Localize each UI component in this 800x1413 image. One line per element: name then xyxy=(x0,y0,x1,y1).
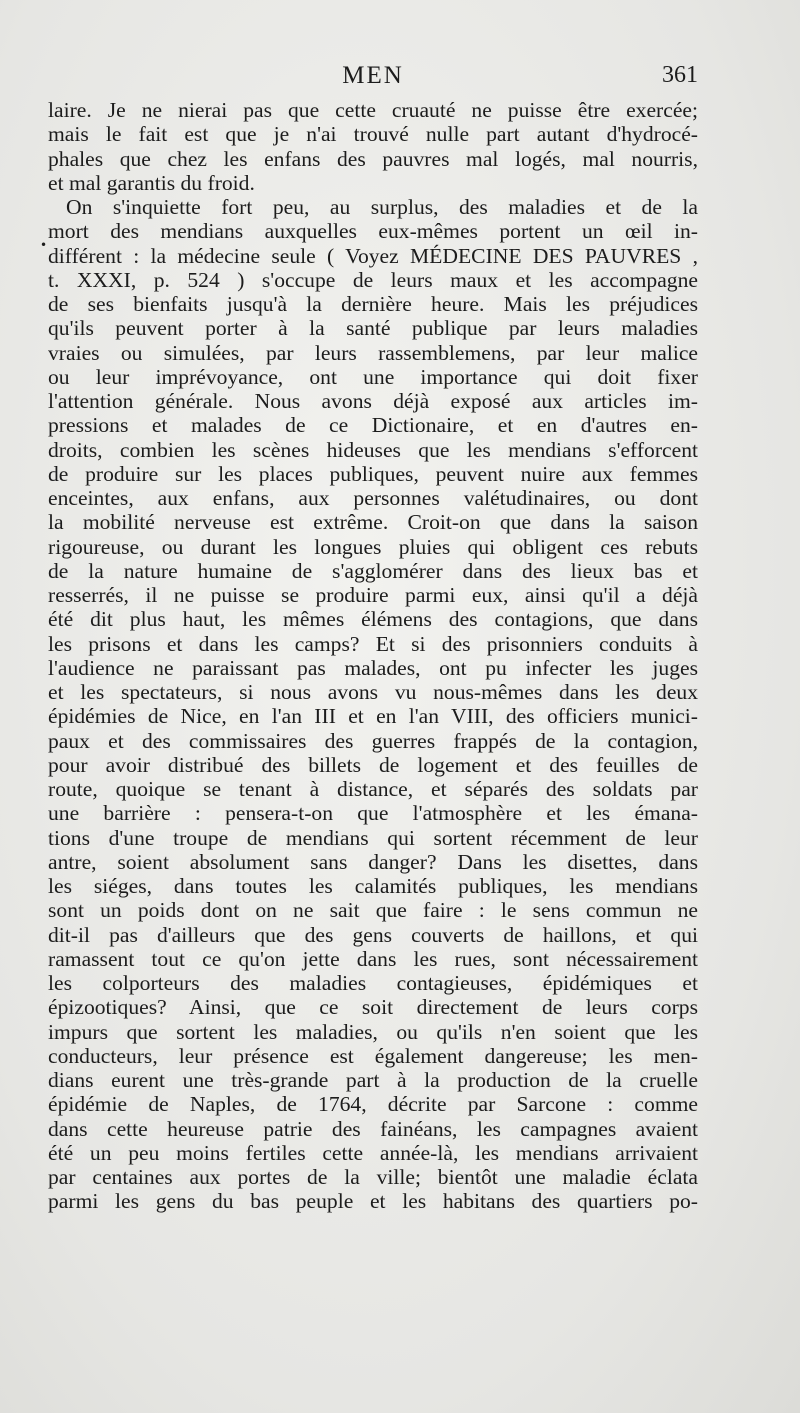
text-line: les siéges, dans toutes les calamités publiques, les mendians xyxy=(48,874,698,898)
page-header xyxy=(48,62,698,94)
text-line: dians eurent une très-grande part à la production de la cruelle xyxy=(48,1068,698,1092)
text-line: les colporteurs des maladies contagieuses, épidémiques et xyxy=(48,971,698,995)
text-line: qu'ils peuvent porter à la santé publique par leurs maladies xyxy=(48,316,698,341)
text-line: paux et des commissaires des guerres frappés de la contagion, xyxy=(48,728,698,753)
text-line: l'attention générale. Nous avons déjà exposé aux articles im- xyxy=(48,389,698,413)
text-line: resserrés, il ne puisse se produire parmi eux, ainsi qu'il a déjà xyxy=(48,583,698,607)
text-line: et les spectateurs, si nous avons vu nous-mêmes dans les deux xyxy=(48,680,698,704)
text-line: de produire sur les places publiques, peuvent nuire aux femmes xyxy=(48,461,698,486)
text-line: été dit plus haut, les mêmes élémens des contagions, que dans xyxy=(48,607,698,632)
text-line: les prisons et dans les camps? Et si des prisonniers conduits à xyxy=(48,631,698,656)
text-line: sont un poids dont on ne sait que faire : le sens commun ne xyxy=(48,898,698,923)
text-line: l'audience ne paraissant pas malades, ont pu infecter les juges xyxy=(48,655,698,680)
text-line: pressions et malades de ce Dictionaire, et en d'autres en- xyxy=(48,413,698,438)
text-line: impurs que sortent les maladies, ou qu'ils n'en soient que les xyxy=(48,1019,698,1044)
text-line: été un peu moins fertiles cette année-là, les mendians arrivaient xyxy=(48,1140,698,1165)
text-line: et mal garantis du froid. xyxy=(48,170,255,195)
text-line: route, quoique se tenant à distance, et séparés des soldats par xyxy=(48,777,698,801)
text-line: conducteurs, leur présence est également dangereuse; les men- xyxy=(48,1043,698,1068)
text-line: antre, soient absolument sans danger? Dans les disettes, dans xyxy=(48,849,698,874)
text-line: rigoureuse, ou durant les longues pluies qui obligent ces rebuts xyxy=(48,534,698,559)
text-line: tions d'une troupe de mendians qui sortent récemment de leur xyxy=(48,825,698,850)
text-line: la mobilité nerveuse est extrême. Croit-on que dans la saison xyxy=(48,510,698,535)
page-number: 361 xyxy=(662,62,698,88)
text-line: ramassent tout ce qu'on jette dans les rues, sont nécessairement xyxy=(48,946,698,971)
text-line: mort des mendians auxquelles eux-mêmes portent un œil in- xyxy=(48,219,698,244)
text-line: droits, combien les scènes hideuses que les mendians s'efforcent xyxy=(48,437,698,462)
running-head: MEN xyxy=(342,62,404,89)
text-line: laire. Je ne nierai pas que cette cruauté ne puisse être exercée; xyxy=(48,98,698,122)
text-line: une barrière : pensera-t-on que l'atmosphère et les émana- xyxy=(48,801,698,826)
text-line: phales que chez les enfans des pauvres mal logés, mal nourris, xyxy=(48,146,698,171)
text-line: mais le fait est que je n'ai trouvé nulle part autant d'hydrocé- xyxy=(48,122,698,147)
text-line: par centaines aux portes de la ville; bientôt une maladie éclata xyxy=(48,1165,698,1189)
text-line: vraies ou simulées, par leurs rassemblemens, par leur malice xyxy=(48,340,698,365)
text-line: différent : la médecine seule ( Voyez MÉDECINE DES PAUVRES , xyxy=(48,243,698,268)
text-line: dans cette heureuse patrie des fainéans, les campagnes avaient xyxy=(48,1116,698,1141)
text-line: épidémie de Naples, de 1764, décrite par Sarcone : comme xyxy=(48,1092,698,1117)
text-line: enceintes, aux enfans, aux personnes valétudinaires, ou dont xyxy=(48,486,698,510)
text-line: ou leur imprévoyance, ont une importance qui doit fixer xyxy=(48,364,698,389)
text-line: parmi les gens du bas peuple et les habitans des quartiers po- xyxy=(48,1189,698,1214)
margin-mark: • xyxy=(40,238,48,252)
text-line: épizootiques? Ainsi, que ce soit directement de leurs corps xyxy=(48,995,698,1020)
text-line: épidémies de Nice, en l'an III et en l'an VIII, des officiers munici- xyxy=(48,704,698,729)
text-line: dit-il pas d'ailleurs que des gens couverts de haillons, et qui xyxy=(48,922,698,947)
text-line: pour avoir distribué des billets de logement et des feuilles de xyxy=(48,752,698,777)
body-text xyxy=(48,98,698,1214)
text-line: On s'inquiette fort peu, au surplus, des maladies et de la xyxy=(66,195,698,219)
text-line: t. XXXI, p. 524 ) s'occupe de leurs maux et les accompagne xyxy=(48,267,698,292)
text-line: de ses bienfaits jusqu'à la dernière heure. Mais les préjudices xyxy=(48,292,698,316)
text-line: de la nature humaine de s'agglomérer dans des lieux bas et xyxy=(48,558,698,583)
